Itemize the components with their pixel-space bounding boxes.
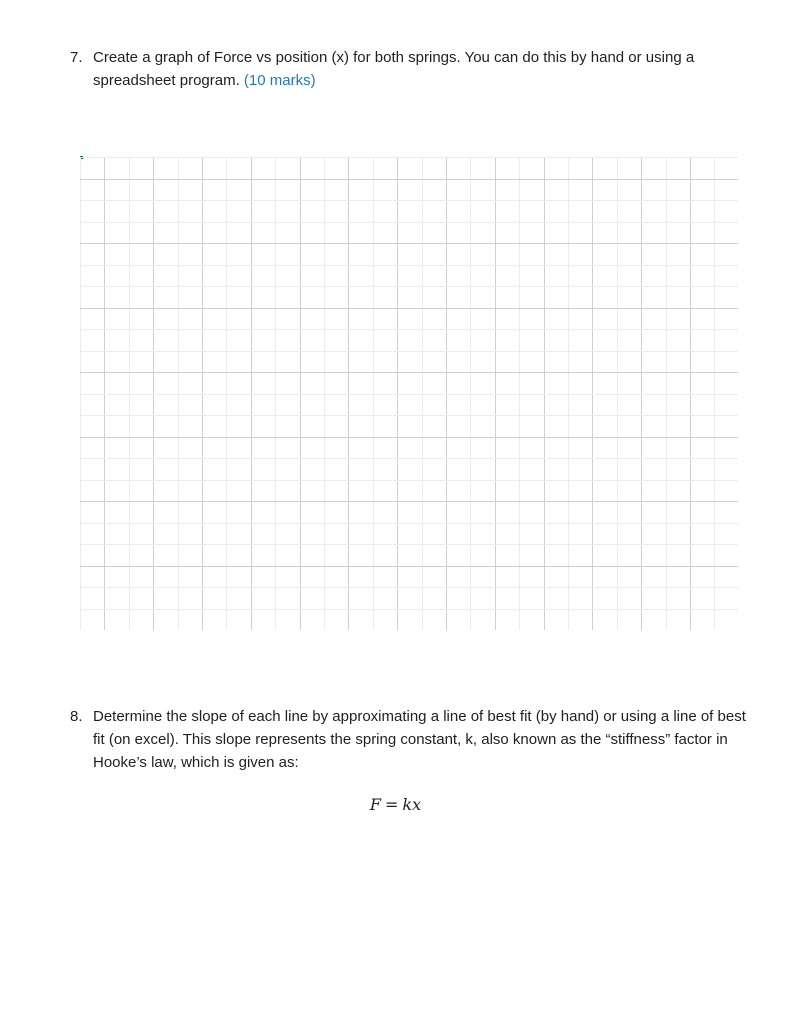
question-7-text: Create a graph of Force vs position (x) for both springs. You can do this by hand or using a spreadsheet program. <box>93 49 695 89</box>
question-7-text-block <box>93 46 750 92</box>
hookes-law-equation <box>0 795 791 814</box>
question-8-number: 8. <box>70 708 83 725</box>
equation-rhs: kx <box>402 795 422 814</box>
question-8 <box>70 705 750 774</box>
equation-lhs: F <box>369 795 381 814</box>
graph-paper-grid <box>80 157 738 630</box>
question-7-number: 7. <box>70 49 83 66</box>
question-7 <box>70 46 750 92</box>
graph-paper-svg <box>80 157 738 630</box>
question-7-marks: (10 marks) <box>243 72 316 89</box>
equation-operator: = <box>384 795 399 814</box>
question-8-text: Determine the slope of each line by approximating a line of best fit (by hand) or using a line of best fit (on excel). This slope represents the spring constant, k, also known as the “stiffness” factor in Hooke’s law, which is given as: <box>93 708 746 771</box>
